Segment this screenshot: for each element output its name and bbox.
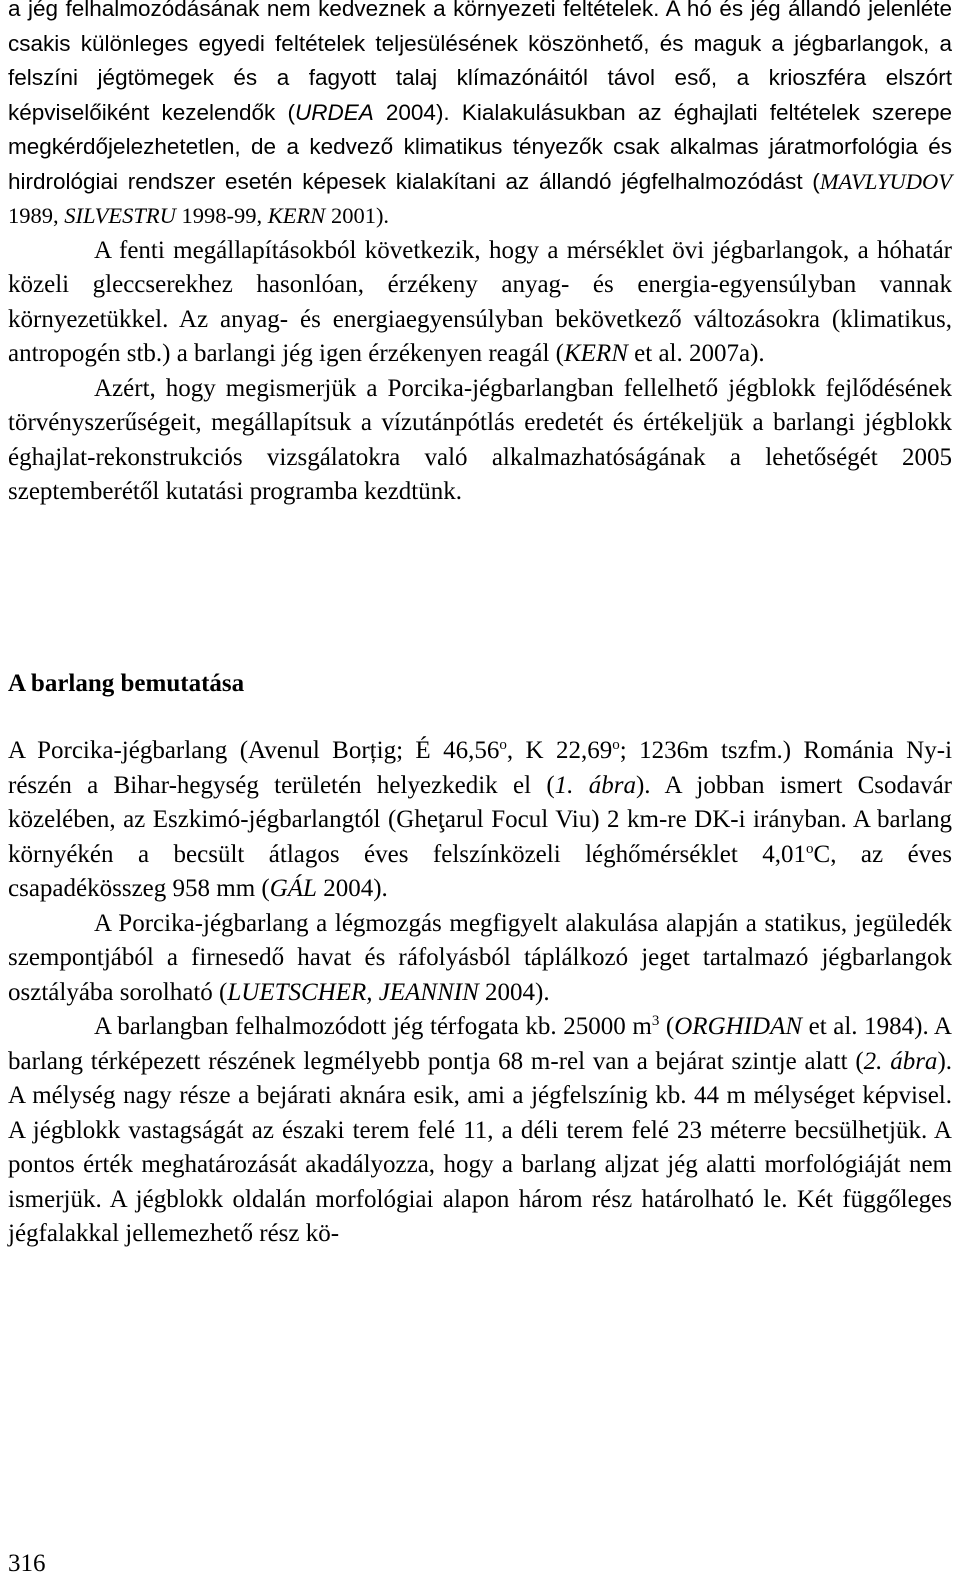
paragraph-2-text-a: A fenti megállapításokból következik, hogy a mérséklet övi jégbarlangok, a hóhatár közeli gleccserekhez hasonlóan, érzékeny anyag- és energia-egyensúlyban vannak környezetükkel. Az anyag- és energiaegyensúlyban bekövetkező változásokra (klimatikus, antropogén stb.) a barlangi jég igen érzékenyen reagál ( — [8, 236, 959, 367]
citation-mavlyudov: MAVLYUDOV — [819, 168, 952, 194]
paragraph-1-text-a: a jég felhalmozódásának nem kedveznek a környezeti feltételek. A hó és jég állandó jelenléte csakis különleges egyedi feltételek teljesülésének köszönhető, és maguk a jégbarlangok, a felszíni jégtömegek és a fagyott talaj klímazónáitól távol eső, a krioszféra elszórt képviselőiként kezelendők ( — [8, 0, 959, 125]
cubic-superscript: 3 — [651, 1013, 660, 1029]
paragraph-6-text-b: ( — [659, 1013, 675, 1040]
paragraph-1 — [8, 0, 959, 234]
paragraph-3-text: Azért, hogy megismerjük a Porcika-jégbarlangban fellelhető jégblokk fejlődésének törvényszerűségeit, megállapítsuk a vízutánpótlás eredetét és értékeljük a barlangi jégblokk éghajlat-rekonstrukciós vizsgálatokra való alkalmazhatóságának a lehetőségét 2005 szeptemberétől kutatási programba kezdtünk. — [8, 374, 959, 505]
citation-kern-2007: KERN — [564, 340, 628, 367]
section-heading: A barlang bemutatása — [8, 670, 245, 697]
text-block-bottom — [8, 734, 959, 1252]
citation-luetscher-jeannin: LUETSCHER, JEANNIN — [227, 978, 479, 1006]
paragraph-5-text-a: A Porcika-jégbarlang a légmozgás megfigyelt alakulása alapján a statikus, jegüledék szempontjából a firnesedő havat és ráfolyásból táplálkozó jeget tartalmazó jégbarlangok osztályába sorolható ( — [8, 909, 959, 1006]
paragraph-6 — [8, 1010, 959, 1252]
page-number: 316 — [8, 1550, 46, 1577]
paragraph-4-text-e: C, az éves csapadékösszeg 958 mm ( — [8, 840, 959, 902]
paragraph-4-text-d: ). A jobban ismert Csodavár közelében, az Eszkimó-jégbarlangtól (Gheţarul Focul Viu) 2 km-re DK-i irányban. A barlang környékén a becsült átlagos éves felszínközeli léghőmérséklet 4,01 — [8, 771, 959, 868]
degree-superscript: o — [612, 737, 620, 753]
paragraph-5-text-b: 2004). — [478, 978, 550, 1006]
paragraph-6-text-d: ). A mélység nagy része a bejárati aknára esik, ami a jégfelszínig kb. 44 m mélységet képvisel. A jégblokk vastagságát az északi terem felé 11, a déli terem felé 23 méterre becsülhetjük. A pontos érték meghatározását akadályozza, hogy a barlang aljzat jég alatti morfológiáját nem ismerjük. A jégblokk oldalán morfológiai alapon három rész határolható le. Két függőleges jégfalakkal jellemezhető rész kö- — [8, 1047, 959, 1247]
paragraph-4-text-c: ; 1236m tszfm.) Románia Ny-i részén a Bihar-hegység területén helyezkedik el ( — [8, 737, 959, 799]
paragraph-2-text-b: et al. 2007a). — [627, 340, 765, 367]
paragraph-1-text-b: 2004). Kialakulásukban az éghajlati feltételek szerepe megkérdőjelezhetetlen, de a kedvező klimatikus tényezők csak alkalmas járatmorfológia és hirdrológiai rendszer esetén képesek kialakítani az állandó jégfelhalmozódást ( — [8, 99, 959, 194]
citation-urdea: URDEA — [294, 99, 374, 125]
citation-kern: KERN — [267, 203, 326, 228]
citation-orghidan: ORGHIDAN — [674, 1013, 803, 1040]
degree-superscript: o — [806, 840, 814, 857]
figure-reference-1: 1. ábra — [554, 771, 636, 799]
paragraph-6-text-c: et al. 1984). A barlang térképezett részének legmélyebb pontja 68 m-rel van a bejárat szintje alatt ( — [8, 1013, 959, 1075]
paragraph-1-text-e: 2001). — [325, 203, 390, 228]
citation-silvestru: SILVESTRU — [64, 203, 176, 228]
text-block-top — [8, 0, 959, 510]
paragraph-1-text-c: 1989, — [8, 168, 958, 228]
paragraph-4-text-f: 2004). — [316, 875, 388, 902]
paragraph-6-text-a: A barlangban felhalmozódott jég térfogata kb. 25000 m — [94, 1013, 652, 1040]
paragraph-3 — [8, 372, 959, 510]
figure-reference-2: 2. ábra — [863, 1047, 938, 1075]
paragraph-4 — [8, 734, 959, 907]
paragraph-2 — [8, 234, 959, 372]
paragraph-1-text-d: 1998-99, — [175, 203, 268, 228]
paragraph-4-text-a: A Porcika-jégbarlang (Avenul Borțig; É 46,56 — [8, 737, 500, 764]
degree-superscript: o — [499, 737, 507, 753]
citation-gal: GÁL — [269, 875, 317, 902]
paragraph-4-text-b: , K 22,69 — [506, 737, 613, 764]
paragraph-5 — [8, 907, 959, 1011]
